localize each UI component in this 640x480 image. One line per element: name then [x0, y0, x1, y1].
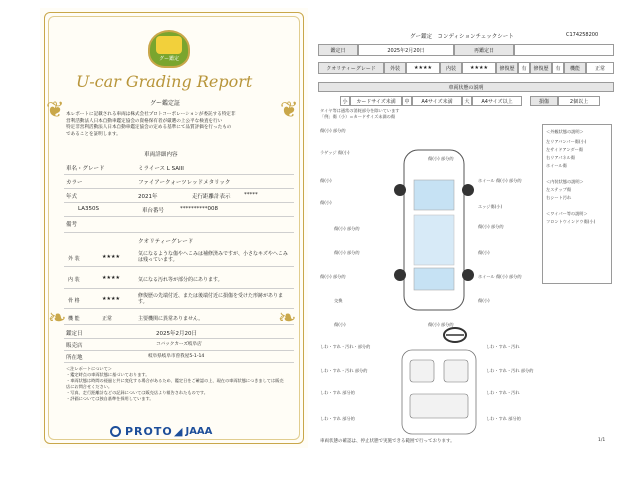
grade-row-interior — [64, 268, 294, 289]
grade-desc: 修復歴の先端付近、または後端付近に損傷を受けた形跡があります。 — [138, 293, 284, 305]
mileage-value: ***** — [244, 192, 258, 198]
legend-title: 車両状態の説明 — [318, 82, 614, 92]
grade-label: 内 装 — [68, 277, 80, 283]
size-small-desc: カードサイズ未満 — [350, 96, 402, 106]
note-line: ・車両状態は時間の経過と共に変化する場合があるため、鑑定日をご確認の上、現在の車両状態につきましては販売店にお問合せください。 — [66, 378, 284, 389]
appraisal-date-label: 鑑定日 — [66, 331, 83, 337]
intro-line: 特定非営利活動法人日本自動車鑑定協会の定める基準にて品質評価を行ったもの — [66, 125, 232, 130]
vehicle-section-title: 車両詳細内容 — [144, 152, 178, 158]
exterior-label-cell: 外装 — [384, 62, 406, 74]
damage-label: ホイール 傷(小) 部分的 — [478, 178, 522, 183]
shop-label: 販売店 — [66, 343, 83, 349]
damage-label: 傷(小) — [334, 322, 346, 327]
interior-label: しわ・すれ・汚れ 部分的 — [320, 368, 368, 373]
ornament-icon: ❧ — [278, 306, 297, 331]
grade-row-frame — [64, 290, 294, 309]
report-notes — [66, 366, 286, 402]
vehicle-name-value: ミライース L SAIII — [138, 166, 184, 172]
report-script-heading: U-car Grading Report — [76, 72, 253, 91]
note-line: ・評価については独自基準を採用しています。 — [66, 396, 154, 401]
reappraisal-label-cell: 再鑑定日 — [454, 44, 514, 56]
remarks-label: 備考 — [66, 222, 78, 228]
vehicle-color-row — [64, 174, 294, 189]
function-label-cell: 機能 — [564, 62, 586, 74]
damage-label: 傷(小) — [478, 298, 490, 303]
model-code: LA350S — [78, 206, 99, 212]
damage-label: 傷(小) 部分的 — [334, 226, 360, 231]
remarks-row — [64, 216, 294, 233]
vehicle-name-row — [64, 160, 294, 175]
badge-text: グー鑑定 — [158, 56, 179, 62]
grade-desc: 気になるような傷やへこみは補修済みですが、小さなキズやへこみは残っています。 — [138, 251, 288, 263]
legend-note: タイヤ等は通常の消耗部分を除いています — [320, 108, 400, 113]
damage-label: 傷(小) 部分的 — [478, 224, 504, 229]
note-item: 左ステップ傷 — [546, 187, 572, 192]
jaaa-logo — [174, 424, 212, 438]
grade-value: 正常 — [102, 316, 113, 322]
certificate-subtitle: グー鑑定証 — [150, 100, 181, 107]
grade-row-exterior — [64, 248, 294, 267]
interior-label: しわ・すれ・汚れ 部分的 — [486, 368, 534, 373]
grade-stars: ★★★★ — [102, 254, 120, 260]
legend-note: 「例」傷（小）＝カードサイズ未満の傷 — [320, 114, 396, 119]
repair-label-cell: 修復歴 — [496, 62, 518, 74]
exterior-stars-cell: ★★★★ — [406, 62, 440, 74]
proto-logo — [110, 424, 173, 438]
damage-label: ラゲッジ 傷(小) — [320, 150, 350, 155]
date-label-cell: 鑑定日 — [318, 44, 358, 56]
interior-label: しわ・すれ 部分的 — [320, 390, 355, 395]
damage-label: 傷(小) — [478, 250, 490, 255]
jaaa-logo-text: JAAA — [185, 425, 213, 437]
grade-stars: ★★★★ — [102, 296, 120, 302]
vehicle-color-value: ファイアークォーツレッドメタリック — [138, 180, 231, 186]
note-item: ＜内装状態の説明＞ — [546, 179, 584, 184]
chassis-label: 車台番号 — [142, 208, 165, 214]
note-item: 左サイドアンダー傷 — [546, 147, 583, 152]
grade-desc: 気になる汚れ等が部分的にあります。 — [138, 277, 223, 283]
sheet-page-number: 1/1 — [598, 438, 606, 443]
note-line: ・鑑定時点の車両状態に基づいております。 — [66, 372, 150, 377]
mileage-label: 走行距離計表示 — [192, 194, 231, 200]
interior-label: しわ・すれ・汚れ — [486, 390, 520, 395]
note-item: ＜ワイパー等の説明＞ — [546, 211, 588, 216]
interior-label: しわ・すれ 部分的 — [486, 416, 521, 421]
sheet-id: C174258200 — [566, 32, 599, 38]
proto-mark-icon — [110, 426, 121, 437]
interior-label: しわ・すれ 部分的 — [320, 416, 355, 421]
appraisal-date-value: 2025年2月20日 — [156, 331, 197, 337]
condition-check-sheet — [318, 28, 614, 448]
repair-value-cell-2: 有 — [552, 62, 564, 74]
ornament-icon: ❦ — [46, 98, 65, 123]
note-item: フロントウインドウ傷(小) — [546, 219, 596, 224]
damage-label: 傷(小) 部分的 — [428, 156, 454, 161]
damage-label: 傷(小) 部分的 — [428, 322, 454, 327]
quality-label-cell: クオリティーグレード — [318, 62, 384, 74]
ornament-icon: ❦ — [280, 98, 299, 123]
size-large: 大 — [462, 96, 472, 106]
damage-label: 傷(小) — [320, 200, 332, 205]
goo-badge-logo — [148, 30, 190, 68]
intro-line: であることを証明します。 — [66, 131, 121, 137]
damage-label: 傷(小) 部分的 — [320, 128, 346, 133]
chassis-value: **********008 — [180, 206, 218, 212]
interior-label-cell: 内装 — [440, 62, 462, 74]
jaaa-mark-icon: ◢ — [174, 424, 183, 438]
address-row — [64, 350, 294, 363]
size-medium-desc: A4サイズ未満 — [412, 96, 462, 106]
damage-label: 傷(小) — [320, 178, 332, 183]
damage-label: エッジ傷(小) — [478, 204, 503, 209]
note-line: ・写真、走行距離計などの記録については販売店より報告されたものです。 — [66, 390, 208, 395]
note-item: ホイール傷 — [546, 163, 567, 168]
interior-seat-diagram — [394, 348, 484, 436]
damage-label: 傷(小) 部分的 — [334, 250, 360, 255]
damage-label: 交換 — [334, 298, 343, 303]
notes-title: ＜外観状態の説明＞ — [546, 129, 584, 134]
steering-wheel-icon — [442, 326, 468, 344]
vehicle-year-row — [64, 188, 294, 203]
quality-grade-title: クオリティーグレード — [138, 239, 194, 245]
function-value-cell: 正常 — [586, 62, 614, 74]
intro-line: 本レポートに記載される車両は株式会社プロトコーポレーションが委託する特定非 — [66, 112, 236, 117]
damage-label: 傷(小) 部分的 — [320, 274, 346, 279]
notes-title: ＜注レポートについて＞ — [66, 366, 112, 371]
note-item: 右シート汚れ — [546, 195, 572, 200]
shop-value: コバックカーズ岐阜店 — [156, 342, 202, 347]
damage-label-cell: 損傷 — [530, 96, 558, 106]
damage-value-cell: 2個以上 — [558, 96, 600, 106]
grade-label: 骨 格 — [68, 298, 80, 304]
damage-label: ホイール 傷(小) 部分的 — [478, 274, 522, 279]
grade-row-function — [64, 310, 294, 325]
note-item: 左リアバンパー傷(小) — [546, 139, 587, 144]
vehicle-color-label: カラー — [66, 180, 83, 186]
intro-line: 営利活動法人日本自動車鑑定協会の資格保有者が厳選の上公平な検査を行い — [66, 118, 223, 124]
size-large-desc: A4サイズ以上 — [472, 96, 522, 106]
note-item: 右リアパネル傷 — [546, 155, 575, 160]
intro-text — [66, 112, 286, 138]
grade-label: 外 装 — [68, 256, 80, 262]
proto-logo-text: PROTO — [125, 424, 173, 438]
vehicle-year-label: 年式 — [66, 194, 78, 200]
vehicle-year-value: 2021年 — [138, 194, 158, 200]
grading-report-certificate — [40, 8, 308, 448]
size-medium: 中 — [402, 96, 412, 106]
grade-desc: 主要機関に異常ありません。 — [138, 316, 204, 322]
interior-label: しわ・すれ・汚れ — [486, 344, 520, 349]
vehicle-name-label: 車名・グレード — [66, 166, 105, 172]
vehicle-model-row — [64, 202, 294, 217]
size-small: 小 — [340, 96, 350, 106]
date-value-cell: 2025年2月20日 — [358, 44, 454, 56]
repair-label-cell-2: 修復歴 — [530, 62, 552, 74]
sheet-footer: 車両状態の確認は、停止状態で実施できる範囲で行っております。 — [320, 439, 455, 444]
grade-label: 機 能 — [68, 316, 80, 322]
appearance-notes-box — [542, 124, 612, 284]
interior-label: しわ・すれ・汚れ・部分的 — [320, 344, 371, 349]
grade-stars: ★★★★ — [102, 275, 120, 281]
repair-value-cell: 有 — [518, 62, 530, 74]
sheet-title: グー鑑定 コンディションチェックシート — [410, 34, 514, 40]
address-value: 岐阜県岐阜市曽我屋5-1-14 — [148, 354, 205, 359]
interior-stars-cell: ★★★★ — [462, 62, 496, 74]
car-body-diagram — [384, 140, 484, 320]
ornament-icon: ❧ — [48, 306, 67, 331]
reappraisal-value-cell — [514, 44, 614, 56]
address-label: 所在地 — [66, 355, 83, 361]
